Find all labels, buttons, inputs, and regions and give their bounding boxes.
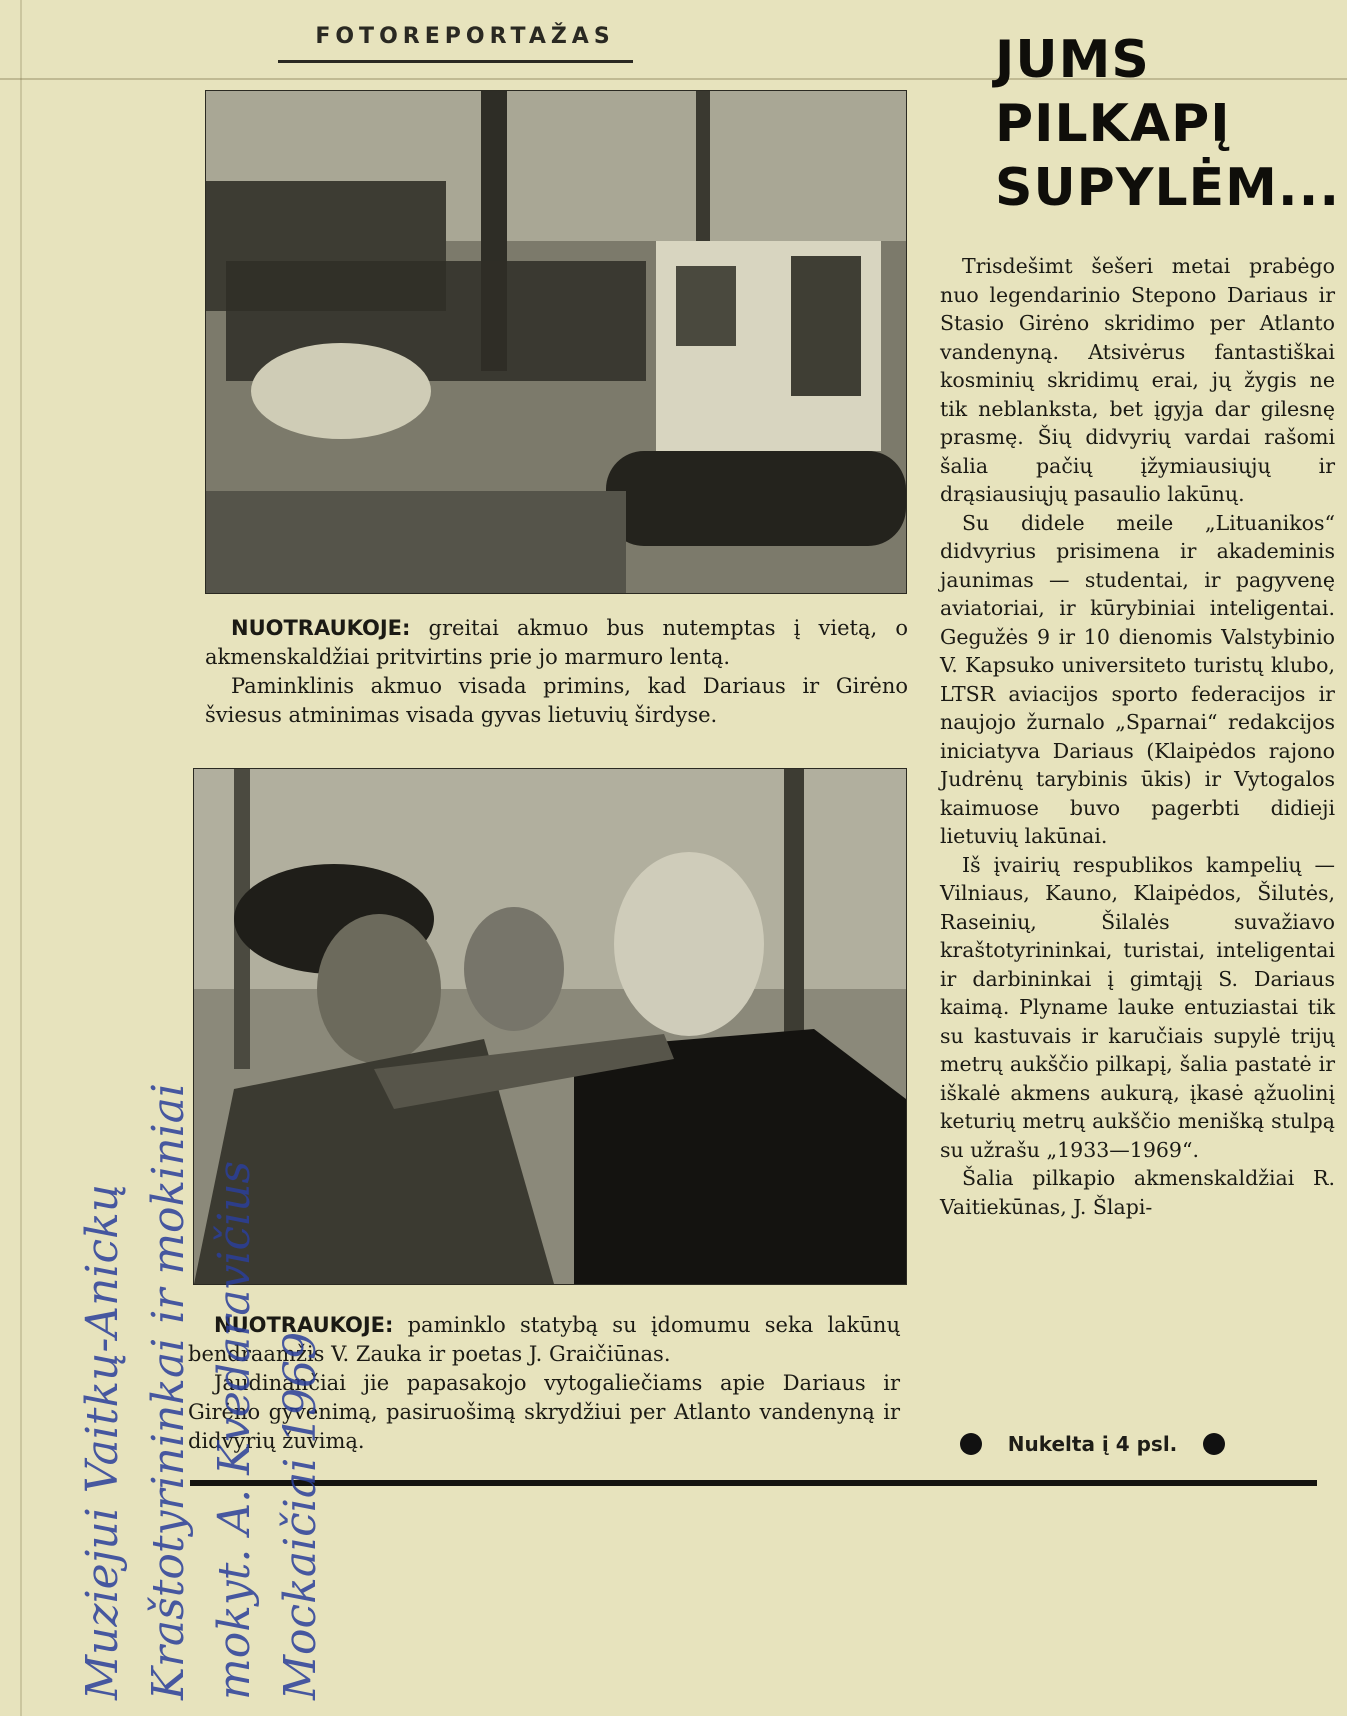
bullet-dot-icon (1203, 1433, 1225, 1455)
continued-note (960, 1432, 1225, 1456)
handwritten-dedication (70, 300, 334, 1700)
continued-text: Nukelta į 4 psl. (1007, 1432, 1178, 1456)
bullet-dot-icon (960, 1433, 982, 1455)
article-paragraph-3: Iš įvairių respublikos kampelių — Vilniaus, Kauno, Klaipėdos, Šilutės, Raseinių, Šilalės suvažiavo kraštotyrininkai, turistai, inteligentai ir darbininkai į gimtąjį S. Dariaus kaimą. Plyname lauke entuziastai tik su kastuvais ir karučiais supylė trijų metrų aukščio pilkapį, šalia pastatė ir iškalė akmens aukurą, įkasė ąžuolinį keturių metrų aukščio menišką stulpą su užrašu „1933—1969“. (940, 852, 1335, 1162)
article-paragraph-4: Šalia pilkapio akmenskaldžiai R. Vaitiekūnas, J. Šlapi- (940, 1166, 1335, 1219)
headline-line-1: JUMS (995, 30, 1150, 90)
caption-top-text-2: Paminklinis akmuo visada primins, kad Dariaus ir Girėno šviesus atminimas visada gyvas lietuvių širdyse. (205, 674, 908, 727)
handwriting-line-3: mokyt. A. Kvedaravičius (209, 1160, 260, 1700)
article-paragraph-1: Trisdešimt šešeri metai prabėgo nuo legendarinio Stepono Dariaus ir Stasio Girėno skridimo per Atlanto vandenyną. Atsivėrus fantastiškai kosminių skridimų erai, jų žygis ne tik neblanksta, bet įgyja dar gilesnę prasmę. Šių didvyrių vardai rašomi šalia pačių įžymiausiųjų ir drąsiausiųjų pasaulio lakūnų. (940, 254, 1335, 506)
kicker-underline (278, 60, 633, 63)
handwriting-line-1: Muziejui Vaitkų-Anickų (77, 1183, 128, 1700)
handwriting-line-4: Mockaičiai 1969 (275, 1331, 326, 1700)
article-paragraph-2: Su didele meile „Lituanikos“ didvyrius prisimena ir akademinis jaunimas — studentai, ir pagyvenę aviatoriai, ir kūrybiniai inteligentai. Gegužės 9 ir 10 dienomis Valstybinio V. Kapsuko universiteto turistų klubo, LTSR aviacijos sporto federacijos ir naujojo žurnalo „Sparnai“ redakcijos iniciatyva Dariaus (Klaipėdos rajono Judrėnų tarybinis ūkis) ir Vytogalos kaimuose buvo pagerbti didieji lietuvių lakūnai. (940, 510, 1335, 848)
article-body (940, 252, 1335, 1221)
handwriting-line-2: Kraštotyrininkai ir mokiniai (143, 1083, 194, 1700)
caption-top-text-1: greitai akmuo bus nutemptas į vietą, o akmenskaldžiai pritvirtins prie jo marmuro lentą. (205, 616, 908, 669)
caption-bottom-text-2: Jaudinančiai jie papasakojo vytogaliečiams apie Dariaus ir Girėno gyvenimą, pasiruošimą skrydžiui per Atlanto vandenyną ir didvyrių žuvimą. (188, 1371, 900, 1453)
headline-line-2: PILKAPĮ (995, 94, 1231, 154)
caption-bottom-label: NUOTRAUKOJE: (214, 1313, 394, 1337)
section-kicker: FOTOREPORTAŽAS (315, 24, 615, 49)
bottom-rule (190, 1480, 1317, 1486)
article-headline (995, 28, 1341, 220)
headline-line-3: SUPYLĖM... (995, 158, 1341, 218)
caption-bottom-text-1: paminklo statybą su įdomumu seka lakūnų bendraamžis V. Zauka ir poetas J. Graičiūnas. (188, 1313, 900, 1366)
caption-top-label: NUOTRAUKOJE: (231, 616, 411, 640)
paper-fold-vertical (20, 0, 22, 1716)
